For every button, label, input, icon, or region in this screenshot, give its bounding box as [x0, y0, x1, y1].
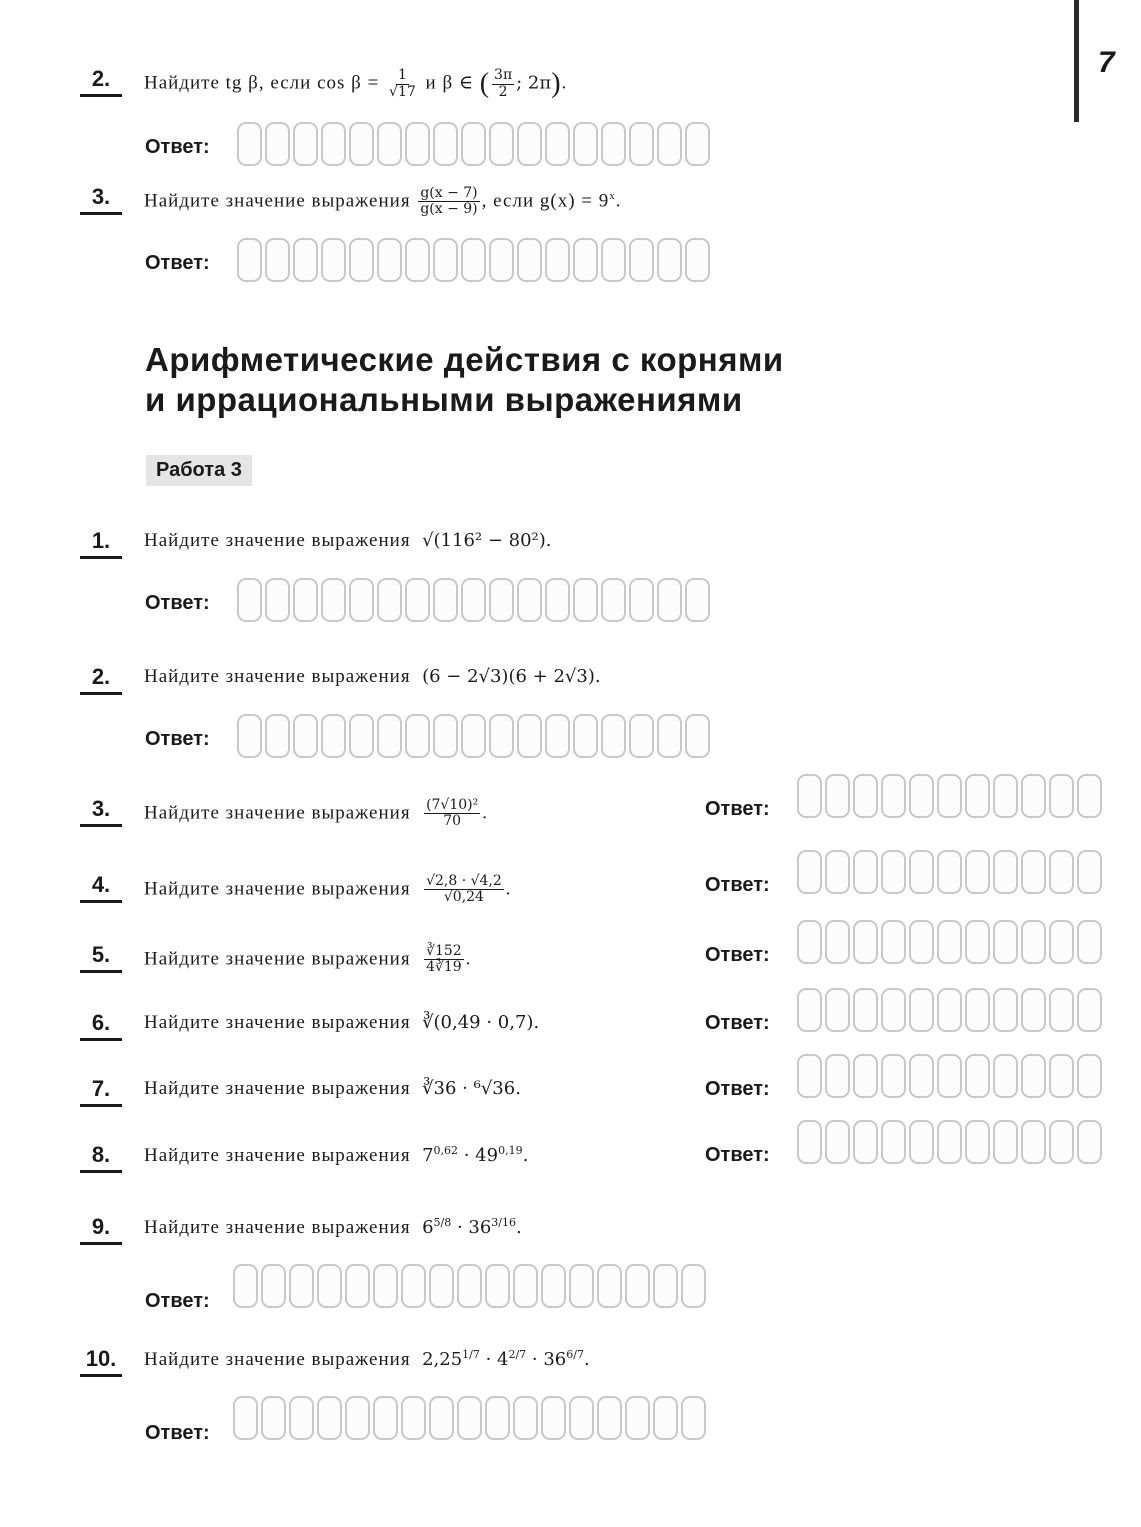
answer-cell[interactable]	[513, 1396, 538, 1440]
answer-cell[interactable]	[797, 774, 822, 818]
answer-cell[interactable]	[853, 1054, 878, 1098]
answer-cell[interactable]	[909, 850, 934, 894]
answer-cell[interactable]	[433, 122, 458, 166]
answer-cell[interactable]	[1077, 850, 1102, 894]
answer-cell[interactable]	[657, 578, 682, 622]
answer-cell[interactable]	[825, 988, 850, 1032]
answer-cell[interactable]	[881, 1054, 906, 1098]
answer-cell[interactable]	[825, 1120, 850, 1164]
answer-cell[interactable]	[1049, 774, 1074, 818]
answer-cell[interactable]	[569, 1264, 594, 1308]
answer-cell[interactable]	[405, 714, 430, 758]
answer-cell[interactable]	[1077, 1120, 1102, 1164]
answer-cell[interactable]	[965, 920, 990, 964]
answer-cell[interactable]	[405, 122, 430, 166]
answer-cell[interactable]	[489, 714, 514, 758]
answer-cell[interactable]	[909, 920, 934, 964]
answer-cell[interactable]	[1049, 1120, 1074, 1164]
answer-cell[interactable]	[797, 988, 822, 1032]
answer-cell[interactable]	[377, 578, 402, 622]
answer-cell[interactable]	[377, 714, 402, 758]
answer-cell[interactable]	[881, 988, 906, 1032]
answer-cell[interactable]	[489, 578, 514, 622]
answer-cell[interactable]	[349, 714, 374, 758]
answer-cells[interactable]	[797, 988, 1102, 1032]
answer-cell[interactable]	[797, 1054, 822, 1098]
answer-cell[interactable]	[573, 714, 598, 758]
answer-cell[interactable]	[485, 1396, 510, 1440]
answer-cell[interactable]	[1077, 1054, 1102, 1098]
answer-cell[interactable]	[345, 1264, 370, 1308]
answer-cell[interactable]	[601, 714, 626, 758]
answer-cell[interactable]	[965, 1120, 990, 1164]
answer-cell[interactable]	[937, 920, 962, 964]
answer-cell[interactable]	[517, 238, 542, 282]
answer-cell[interactable]	[937, 988, 962, 1032]
answer-cell[interactable]	[965, 988, 990, 1032]
answer-cell[interactable]	[1049, 1054, 1074, 1098]
answer-cell[interactable]	[541, 1396, 566, 1440]
fraction: $\frac{∛152}{4∛19}$	[426, 943, 462, 976]
answer-cell[interactable]	[517, 714, 542, 758]
problem-number: 2.	[80, 66, 122, 97]
answer-cell[interactable]	[965, 774, 990, 818]
answer-cell[interactable]	[461, 578, 486, 622]
answer-cell[interactable]	[825, 1054, 850, 1098]
answer-cell[interactable]	[545, 714, 570, 758]
answer-cell[interactable]	[881, 850, 906, 894]
answer-cell[interactable]	[405, 578, 430, 622]
fraction: $\frac{g(x - 7)}{g(x - 9)}$	[420, 185, 478, 218]
problem-text: Найдите значение выражения $7^{0,62} \cdot 49^{0,19}$.	[144, 1144, 529, 1166]
answer-cell[interactable]	[653, 1396, 678, 1440]
answer-cell[interactable]	[265, 714, 290, 758]
answer-cell[interactable]	[233, 1396, 258, 1440]
answer-cell[interactable]	[629, 578, 654, 622]
answer-cell[interactable]	[1049, 850, 1074, 894]
answer-cells[interactable]	[797, 1054, 1102, 1098]
answer-cell[interactable]	[265, 578, 290, 622]
answer-cell[interactable]	[377, 238, 402, 282]
answer-cell[interactable]	[429, 1264, 454, 1308]
answer-cell[interactable]	[1077, 988, 1102, 1032]
answer-cell[interactable]	[993, 1120, 1018, 1164]
answer-cell[interactable]	[909, 988, 934, 1032]
problem-text: Найдите значение выражения $\frac{g(x - 7)}{g(x - 9)}$ , если $g(x) = 9^x$.	[144, 185, 622, 218]
problem-text: Найдите значение выражения $\frac{√2,8 \cdot √4,2}{√0,24}$ .	[144, 873, 512, 906]
page-edge-bar	[1074, 0, 1079, 122]
answer-cell[interactable]	[237, 578, 262, 622]
answer-cell[interactable]	[853, 1120, 878, 1164]
answer-cell[interactable]	[601, 578, 626, 622]
answer-cell[interactable]	[541, 1264, 566, 1308]
answer-cell[interactable]	[657, 714, 682, 758]
fraction: $\frac{3\pi}{2}$	[494, 67, 513, 100]
answer-cell[interactable]	[321, 714, 346, 758]
answer-cell[interactable]	[937, 1120, 962, 1164]
answer-cells[interactable]	[797, 1120, 1102, 1164]
answer-cell[interactable]	[853, 920, 878, 964]
answer-cell[interactable]	[597, 1264, 622, 1308]
problem-text: Найдите значение выражения $\frac{∛152}{4∛19}$ .	[144, 943, 472, 976]
answer-cell[interactable]	[461, 122, 486, 166]
answer-cell[interactable]	[345, 1396, 370, 1440]
answer-cells[interactable]	[237, 238, 710, 282]
answer-cell[interactable]	[265, 122, 290, 166]
answer-cell[interactable]	[265, 238, 290, 282]
answer-cell[interactable]	[685, 238, 710, 282]
answer-cell[interactable]	[401, 1264, 426, 1308]
answer-cells[interactable]	[233, 1396, 706, 1440]
answer-cell[interactable]	[261, 1264, 286, 1308]
answer-cell[interactable]	[573, 238, 598, 282]
answer-cell[interactable]	[293, 122, 318, 166]
answer-cell[interactable]	[433, 578, 458, 622]
answer-cell[interactable]	[1077, 774, 1102, 818]
answer-cell[interactable]	[797, 920, 822, 964]
answer-cell[interactable]	[513, 1264, 538, 1308]
answer-cell[interactable]	[485, 1264, 510, 1308]
answer-cell[interactable]	[1021, 920, 1046, 964]
answer-cell[interactable]	[853, 850, 878, 894]
answer-cell[interactable]	[573, 122, 598, 166]
answer-cell[interactable]	[965, 1054, 990, 1098]
answer-cell[interactable]	[489, 122, 514, 166]
problem-number: 2.	[80, 664, 122, 695]
answer-cell[interactable]	[825, 774, 850, 818]
answer-cell[interactable]	[881, 774, 906, 818]
answer-cell[interactable]	[601, 122, 626, 166]
answer-cell[interactable]	[377, 122, 402, 166]
answer-cell[interactable]	[797, 850, 822, 894]
problem-text: Найдите значение выражения $\frac{\text{(7√10)²}}{70}$ .	[144, 797, 488, 830]
answer-cell[interactable]	[993, 920, 1018, 964]
answer-cell[interactable]	[289, 1396, 314, 1440]
answer-cell[interactable]	[1077, 920, 1102, 964]
answer-cell[interactable]	[545, 122, 570, 166]
answer-cell[interactable]	[261, 1396, 286, 1440]
answer-cell[interactable]	[853, 774, 878, 818]
answer-cell[interactable]	[433, 714, 458, 758]
answer-cell[interactable]	[457, 1396, 482, 1440]
answer-cell[interactable]	[881, 1120, 906, 1164]
answer-cell[interactable]	[625, 1264, 650, 1308]
answer-cells[interactable]	[797, 850, 1102, 894]
answer-cell[interactable]	[233, 1264, 258, 1308]
answer-cell[interactable]	[629, 122, 654, 166]
answer-cell[interactable]	[293, 714, 318, 758]
answer-cell[interactable]	[681, 1396, 706, 1440]
answer-cell[interactable]	[433, 238, 458, 282]
answer-cell[interactable]	[373, 1264, 398, 1308]
problem-number: 3.	[80, 796, 122, 827]
answer-cell[interactable]	[429, 1396, 454, 1440]
problem-text: Найдите значение выражения ∛(0,49 · 0,7).	[144, 1012, 540, 1033]
problem-number: 6.	[80, 1010, 122, 1041]
problem-number: 4.	[80, 872, 122, 903]
answer-cell[interactable]	[321, 122, 346, 166]
answer-cell[interactable]	[825, 920, 850, 964]
answer-cell[interactable]	[1049, 988, 1074, 1032]
problem-number: 9.	[80, 1214, 122, 1245]
answer-cell[interactable]	[321, 238, 346, 282]
answer-cell[interactable]	[1049, 920, 1074, 964]
answer-cell[interactable]	[937, 850, 962, 894]
answer-cell[interactable]	[993, 988, 1018, 1032]
problem-number: 3.	[80, 184, 122, 215]
answer-cell[interactable]	[289, 1264, 314, 1308]
problem-text: Найдите значение выражения ∛36 · ⁶√36.	[144, 1078, 521, 1099]
answer-cell[interactable]	[825, 850, 850, 894]
answer-cell[interactable]	[461, 714, 486, 758]
answer-cell[interactable]	[681, 1264, 706, 1308]
answer-cell[interactable]	[881, 920, 906, 964]
answer-cell[interactable]	[545, 238, 570, 282]
problem-number: 1.	[80, 528, 122, 559]
answer-cell[interactable]	[685, 714, 710, 758]
problem-number: 5.	[80, 942, 122, 973]
answer-cell[interactable]	[657, 238, 682, 282]
fraction: $\frac{√2,8 \cdot √4,2}{√0,24}$	[426, 873, 502, 906]
answer-cells[interactable]	[233, 1264, 706, 1308]
problem-text: Найдите значение выражения √(116² − 80²).	[144, 530, 552, 551]
answer-cells[interactable]	[237, 714, 710, 758]
answer-cell[interactable]	[461, 238, 486, 282]
page-number: 7	[1098, 46, 1115, 79]
answer-cell[interactable]	[685, 578, 710, 622]
answer-cell[interactable]	[293, 578, 318, 622]
answer-cell[interactable]	[629, 238, 654, 282]
answer-cell[interactable]	[373, 1396, 398, 1440]
fraction: $\frac{1}{√17}$	[389, 67, 416, 100]
problem-text: Найдите значение выражения $6^{5/8} \cdot 36^{3/16}$.	[144, 1216, 522, 1238]
answer-cell[interactable]	[317, 1264, 342, 1308]
answer-cell[interactable]	[321, 578, 346, 622]
answer-cells[interactable]	[237, 578, 710, 622]
problem-text: Найдите tg β, если cos β = $\frac{1}{√17}$ и β ∈ ( $\frac{3\pi}{2}$ ; 2π).	[144, 67, 568, 100]
answer-cell[interactable]	[545, 578, 570, 622]
answer-cell[interactable]	[1021, 1120, 1046, 1164]
fraction: $\frac{\text{(7√10)²}}{70}$	[426, 797, 479, 830]
answer-cell[interactable]	[653, 1264, 678, 1308]
answer-cell[interactable]	[317, 1396, 342, 1440]
problem-number: 10.	[80, 1346, 122, 1377]
answer-cell[interactable]	[657, 122, 682, 166]
answer-cell[interactable]	[685, 122, 710, 166]
answer-cell[interactable]	[569, 1396, 594, 1440]
answer-cell[interactable]	[937, 774, 962, 818]
answer-cell[interactable]	[237, 238, 262, 282]
answer-cell[interactable]	[1021, 988, 1046, 1032]
answer-cell[interactable]	[601, 238, 626, 282]
answer-cell[interactable]	[909, 1054, 934, 1098]
answer-cell[interactable]	[993, 1054, 1018, 1098]
answer-cell[interactable]	[237, 122, 262, 166]
answer-cell[interactable]	[293, 238, 318, 282]
answer-cell[interactable]	[965, 850, 990, 894]
problem-number: 8.	[80, 1142, 122, 1173]
answer-cell[interactable]	[457, 1264, 482, 1308]
answer-cell[interactable]	[349, 238, 374, 282]
answer-cell[interactable]	[625, 1396, 650, 1440]
answer-cells[interactable]	[237, 122, 710, 166]
answer-cell[interactable]	[909, 774, 934, 818]
answer-cell[interactable]	[405, 238, 430, 282]
answer-cell[interactable]	[1021, 774, 1046, 818]
answer-cell[interactable]	[349, 122, 374, 166]
answer-cell[interactable]	[517, 122, 542, 166]
answer-cell[interactable]	[1021, 1054, 1046, 1098]
answer-cell[interactable]	[993, 774, 1018, 818]
answer-cells[interactable]	[797, 774, 1102, 818]
answer-cells[interactable]	[797, 920, 1102, 964]
answer-cell[interactable]	[993, 850, 1018, 894]
answer-cell[interactable]	[937, 1054, 962, 1098]
answer-cell[interactable]	[797, 1120, 822, 1164]
problem-text: Найдите значение выражения (6 − 2√3)(6 + 2√3).	[144, 666, 601, 687]
problem-text: Найдите значение выражения $2,25^{1/7} \cdot 4^{2/7} \cdot 36^{6/7}$.	[144, 1348, 590, 1370]
answer-cell[interactable]	[349, 578, 374, 622]
answer-cell[interactable]	[573, 578, 598, 622]
answer-cell[interactable]	[237, 714, 262, 758]
work-label: Работа 3	[146, 455, 252, 486]
answer-cell[interactable]	[853, 988, 878, 1032]
answer-cell[interactable]	[489, 238, 514, 282]
problem-number: 7.	[80, 1076, 122, 1107]
answer-cell[interactable]	[1021, 850, 1046, 894]
section-title: Арифметические действия с корнями и иррациональными выражениями	[145, 341, 784, 418]
answer-cell[interactable]	[909, 1120, 934, 1164]
answer-cell[interactable]	[517, 578, 542, 622]
answer-cell[interactable]	[597, 1396, 622, 1440]
answer-cell[interactable]	[401, 1396, 426, 1440]
answer-cell[interactable]	[629, 714, 654, 758]
